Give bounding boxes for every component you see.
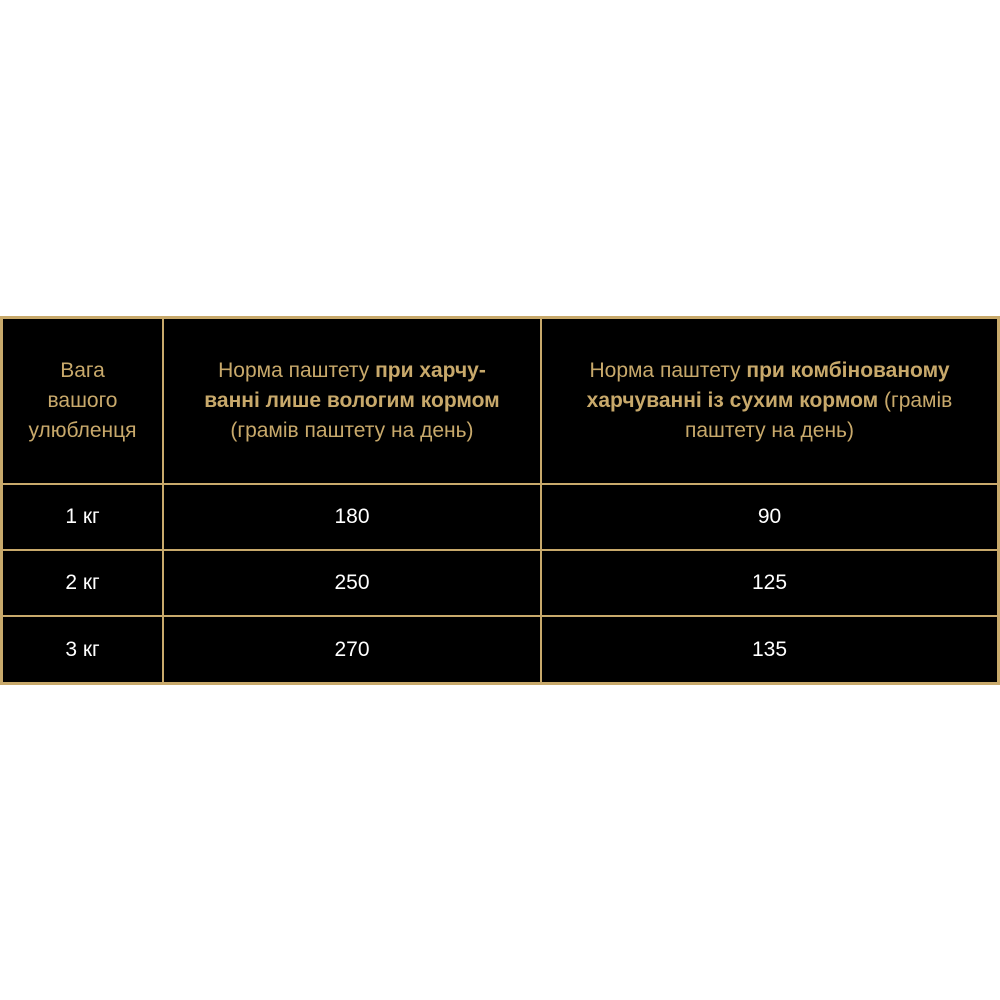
header-weight-line2: вашого bbox=[47, 389, 118, 412]
header-combined-text-c: паштету на день) bbox=[684, 419, 854, 442]
header-combined-bold-a: при комбінованому bbox=[746, 359, 950, 382]
header-wet-text-b: (грамів паштету на день) bbox=[230, 419, 474, 442]
header-combined bbox=[542, 319, 997, 485]
header-combined-text-b: (грамів bbox=[878, 389, 953, 412]
row1-weight: 1 кг bbox=[3, 485, 164, 551]
row1-combined: 90 bbox=[542, 485, 997, 551]
header-wet-text-a: Норма паштету bbox=[218, 359, 376, 382]
row2-wet-only: 250 bbox=[164, 551, 542, 617]
header-weight bbox=[3, 319, 164, 485]
header-combined-bold-b: харчуванні із сухим кормом bbox=[586, 389, 879, 412]
header-wet-only bbox=[164, 319, 542, 485]
row3-weight: 3 кг bbox=[3, 617, 164, 682]
header-combined-text-a: Норма паштету bbox=[589, 359, 747, 382]
row2-combined: 125 bbox=[542, 551, 997, 617]
row2-weight: 2 кг bbox=[3, 551, 164, 617]
row3-combined: 135 bbox=[751, 637, 788, 661]
feeding-table bbox=[0, 316, 1000, 685]
header-weight-line1: Вага bbox=[60, 359, 105, 382]
header-weight-line3: улюбленця bbox=[28, 419, 137, 442]
header-wet-bold-a: при харчу- bbox=[375, 359, 486, 382]
row3-wet-only: 270 bbox=[164, 617, 542, 682]
header-wet-bold-b: ванні лише вологим кормом bbox=[204, 389, 500, 412]
row1-wet-only: 180 bbox=[164, 485, 542, 551]
